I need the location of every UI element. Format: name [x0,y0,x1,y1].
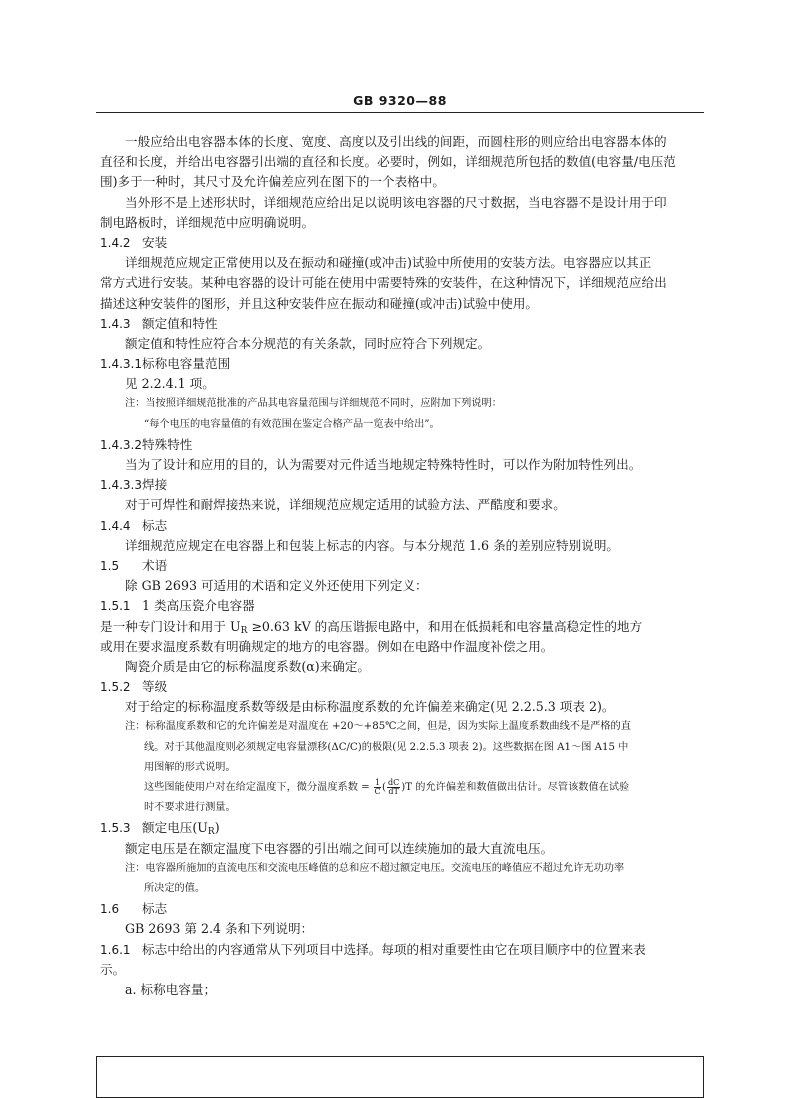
fraction-denominator: C [374,786,381,796]
section-title: 标志 [142,901,168,917]
section-title: 术语 [142,557,168,573]
section-title: 特殊特性 [142,436,193,452]
document-body [100,132,700,1000]
paragraph-line: 见 2.2.4.1 项。 [125,376,215,392]
note-line: 注：当按照详细规范批准的产品其电容量范围与详细规范不同时，应附加下列说明： [125,398,502,410]
note-line: 线。对于其他温度则必须规定电容量漂移(ΔC/C)的极限(见 2.2.5.3 项表 2)。这些数据在图 A1～图 A15 中 [144,741,629,753]
section-heading [100,475,700,495]
subscript: R [207,827,215,838]
section-number: 1.6 [100,902,120,917]
section-heading-1-5-3 [100,818,700,838]
paragraph-line: 描述这种安装件的图形，并且这种安装件应在振动和碰撞(或冲击)试验中使用。 [100,295,539,311]
text-span: ) [214,820,220,836]
note-line: 注：标称温度系数和它的允许偏差是对温度在 +20～+85℃之间，但是，因为实际上温度系数曲线不是严格的直 [125,721,631,733]
section-heading [100,354,700,374]
section-number: 1.5.1 [100,599,131,614]
section-title: 标称电容量范围 [142,356,231,372]
text-block-4 [100,839,700,1001]
section-number: 1.6.1 [100,942,131,957]
paragraph-line: 示。 [100,961,126,977]
section-number: 1.4.4 [100,518,131,533]
paragraph-line: a. 标称电容量； [125,981,217,997]
paragraph-line: 对于可焊性和耐焊接热来说，详细规范应规定适用的试验方法、严酷度和要求。 [125,497,566,513]
paragraph-line: 详细规范应规定在电容器上和包装上标志的内容。与本分规范 1.6 条的差别应特别说明。 [125,537,620,553]
bottom-frame [96,1056,704,1098]
section-heading [100,233,700,253]
section-title: 安装 [142,234,168,250]
header-rule [96,112,704,113]
paragraph-line: 对于给定的标称温度系数等级是由标称温度系数的允许偏差来确定(见 2.2.5.3 项表 2)。 [125,699,615,715]
note-line: 所决定的值。 [144,882,206,894]
note-line: 时不要求进行测量。 [144,802,236,814]
paragraph-line: 陶瓷介质是由它的标称温度系数(α)来确定。 [125,658,371,674]
paragraph-line: 除 GB 2693 可适用的术语和定义外还使用下列定义： [125,578,428,594]
paragraph-line: GB 2693 第 2.4 条和下列说明： [125,921,314,937]
section-number: 1.4.3.2 [100,437,142,452]
paragraph-line: 当为了设计和应用的目的，认为需要对元件适当地规定特殊特性时，可以作为附加特性列出。 [125,457,642,472]
section-heading [100,596,700,616]
paragraph-line: 围)多于一种时，其尺寸及允许偏差应列在图下的一个表格中。 [100,174,445,190]
section-number: 1.4.3.1 [100,357,142,372]
paragraph-line: 额定值和特性应符合本分规范的有关条款，同时应符合下列规定。 [125,335,491,351]
text-span: 是一种专门设计和用于 U [100,618,241,634]
fraction-numerator: 1 [374,778,381,787]
page-header [0,93,800,108]
section-title: 等级 [142,679,168,695]
section-title: 标志中给出的内容通常从下列项目中选择。每项的相对重要性由它在项目顺序中的位置来表 [142,941,646,957]
section-number: 1.5.2 [100,680,131,695]
text-span: 额定电压(U [142,820,208,836]
paragraph-line: 制电路板时，详细规范中应明确说明。 [100,214,315,230]
text-span: )T 的允许偏差和数值做出估计。尽管该数值在试验 [401,782,630,793]
section-number: 1.4.3 [100,316,131,331]
fraction-numerator: dC [388,778,400,787]
section-title: 1 类高压瓷介电容器 [142,598,255,614]
note-line: 用图解的形式说明。 [144,761,236,773]
paragraph-line: 直径和长度，并给出电容器引出端的直径和长度。必要时，例如，详细规范所包括的数值(电容量/电压范 [100,154,676,170]
paragraph-line: 详细规范应规定正常使用以及在振动和碰撞(或冲击)试验中所使用的安装方法。电容器应以其正 [125,255,652,271]
section-heading [100,556,700,576]
section-title: 标志 [142,517,168,533]
text-span: ≥0.63 kV 的高压谐振电路中，和用在低损耗和电容量高稳定性的地方 [247,618,643,634]
paragraph-line: 当外形不是上述形状时，详细规范应给出足以说明该电容器的尺寸数据，当电容器不是设计用于印 [125,194,667,210]
fraction-dc-over-dt [387,779,400,796]
subscript: R [240,625,248,636]
section-heading [100,314,700,334]
text-span: ( [382,782,387,793]
paragraph-line: 一般应给出电容器本体的长度、宽度、高度以及引出线的间距，而圆柱形的则应给出电容器本体的 [125,134,667,149]
section-number: 1.5 [100,558,120,573]
fraction-1-over-c [374,779,381,796]
paragraph-line: 额定电压是在额定温度下电容器的引出端之间可以连续施加的最大直流电压。 [125,840,554,856]
note-line: “每个电压的电容量值的有效范围在鉴定合格产品一览表中给出”。 [144,418,440,430]
standard-number: GB 9320—88 [353,93,447,108]
paragraph-line: 或用在要求温度系数有明确规定的地方的电容器。例如在电路中作温度补偿之用。 [100,638,554,654]
paragraph-line: 常方式进行安装。某种电容器的设计可能在使用中需要特殊的安装件，在这种情况下，详细规范应给出 [100,275,667,291]
section-heading [100,516,700,536]
fraction-denominator: dT [388,786,399,796]
section-heading [100,899,700,919]
text-span: 这些图能使用户对在给定温度下，微分温度系数 = [144,782,373,793]
section-heading [100,677,700,697]
section-title: 额定值和特性 [142,315,218,331]
section-heading [100,940,700,960]
text-block-2 [100,637,700,778]
text-block-3 [100,798,700,818]
section-number: 1.4.3.3 [100,478,142,493]
note-line: 注：电容器所施加的直流电压和交流电压峰值的总和应不超过额定电压。交流电压的峰值应不超过允许无功功率 [125,862,625,874]
section-number: 1.5.3 [100,821,131,836]
section-title: 焊接 [142,477,168,493]
section-number: 1.4.2 [100,235,131,250]
note-line-formula [100,778,700,798]
section-heading [100,435,700,455]
paragraph-line [100,617,700,637]
text-block-1 [100,132,700,617]
